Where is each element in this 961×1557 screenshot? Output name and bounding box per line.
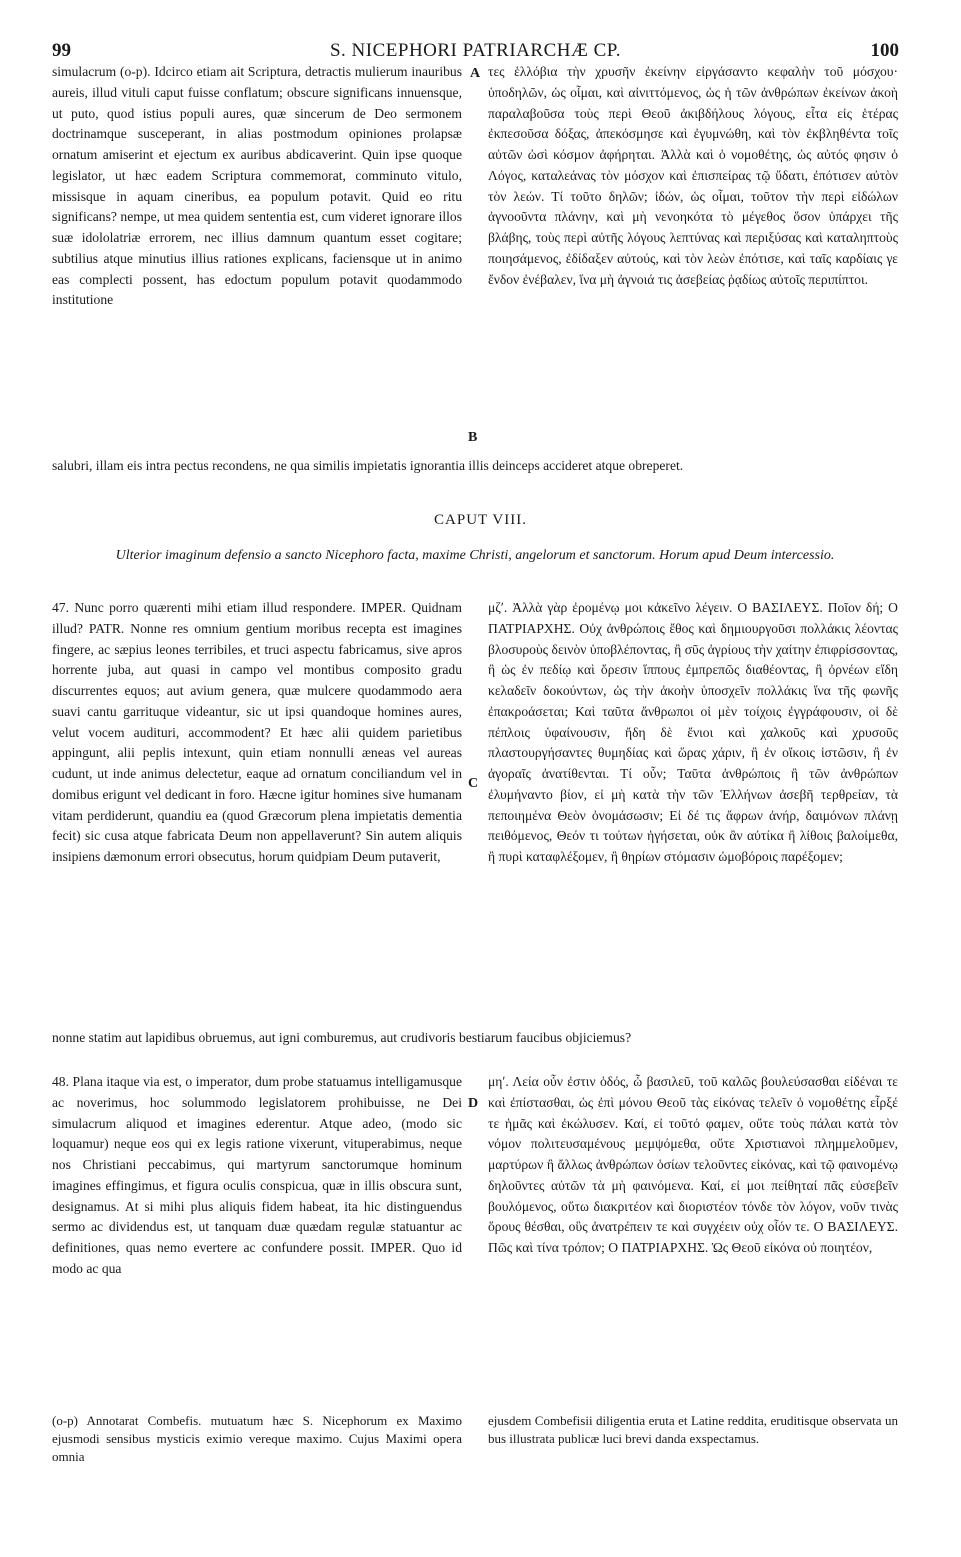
greek-paragraph-47: μζʹ. Ἀλλὰ γὰρ ἐρομένῳ μοι κἀκεῖνο λέγειν. Ο ΒΑΣΙΛΕΥΣ. Ποῖον δή; Ο ΠΑΤΡΙΑΡΧΗΣ. Οὐχ ἀνθρώποις ἔθος καὶ δημιουργοῦσι πολλάκις λέοντας βλοσυροὺς δεινὸν ὑποβλέποντας, ἢ σῦς ἀγρίους τὴν χαίτην ἐπιφρίσσοντας, ἢ ὡς ἐν πεδίῳ καὶ ὄρεσιν ἵππους ἐμπρεπῶς διαθέοντας, ἢ ὀρνέων εἴδη κελαδεῖν δοκούντων, ὡς τὴν ἀκοὴν ὑποσχεῖν πολλάκις ἵνα τῆς φωνῆς ἐπακροάσεται; Καὶ ταῦτα ἄνθρωποι οἱ μὲν τοίχοις ἐγγράφουσιν, οἱ δὲ πέπλοις ὑφαίνουσιν, ἤδη δὲ ἔνιοι καὶ χαλκοῦς καὶ χρυσοῦς πλαστουργήσαντες θυμηδίας καὶ ὥρας χάριν, ἢ ἐν οἴκοις ἱστῶσιν, ἢ ἐν ἀγοραῖς ἀνατίθενται. Τί οὖν; Ταῦτα ἀνθρώποις ἢ τῶν ἀνθρώπων ἐλυμήναντο βίον, εἰ μὴ κατὰ τὴν τῶν Ἑλλήνων ἀσεβῆ τερθρείαν, τὰ πεποιημένα Θεὸν ὀνομάσωσιν; Εἰ δέ τις ἄφρων ἀνήρ, δαιμόνων πλάνῃ πειθόμενος, Θεόν τι τούτων ἡγήσεται, οὐκ ἂν αὐτίκα ἢ λίθοις βαλοίμεθα, ἢ πυρὶ καταφλέξομεν, ἢ θηρίων στόμασιν ὠμοβόροις παρέξομεν;	[488, 600, 898, 864]
footnote-right-text: ejusdem Combefisii diligentia eruta et Latine reddita, eruditisque observata un bus illustrata publicæ luci brevi danda exspectamus.	[488, 1413, 898, 1446]
running-title: S. NICEPHORI PATRIARCHÆ CP.	[329, 40, 621, 61]
page-number-left: 99	[52, 40, 71, 61]
footnote-right	[488, 1412, 898, 1448]
latin-paragraph-48: 48. Plana itaque via est, o imperator, dum probe statuamus intelligamusque ac noverimus, hoc solummodo legislatorem prohibuisse, ne Dei simulacrum aliquod et imagines ederentur. Atque adeo, (modo sic loquamur) neque eos qui ex legis ratione vixerunt, vituperabimus, neque nos Christiani peccabimus, qui martyrum sanctorumque hominum imagines effingimus, et figura oculis conspicua, quæ in illis obscura sunt, designamus. At si mihi plus aliquis fidem habeat, ita hic distinguendus sermo ac dividendus est, ut tanquam duæ quædam regulæ statuantur ac definitiones, quas nemo evertere ac confundere possit. IMPER. Quo id modo ac qua	[52, 1074, 462, 1276]
chapter-heading: CAPUT VIII.	[434, 512, 527, 528]
latin-column-top	[52, 62, 462, 440]
greek-column-48	[488, 1072, 898, 1388]
page-number-right: 100	[870, 40, 899, 61]
chapter-argument: Ulterior imaginum defensio a sancto Nicephoro facta, maxime Christi, angelorum et sanctorum. Horum apud Deum intercessio.	[115, 548, 835, 563]
greek-column-top	[488, 62, 898, 440]
latin-paragraph: simulacrum (o-p). Idcirco etiam ait Scriptura, detractis mulierum inauribus aureis, illud vituli caput fuisse conflatum; obscure significans innuensque, ut puto, quod istius populi aures, quæ sincerum de Deo sermonem doctrinamque susceperant, in alias postmodum opiniones prolapsæ ornatum amiserint et ejectum ex auribus abdicaverint. Quin ipse quoque legislator, ut hæc eadem Scriptura commemorat, comminuto vitulo, missisque in aquam cineribus, ea populum potavit. Quid eo ritu significans? nempe, ut mea quidem sententia est, cum videret ignorare illos suæ idololatriæ errorem, nec illius damnum quantum esset cogitare; subtilius atque minutius illius rationes explicans, faciensque ut in animo eas complecti possent, has edoctum populum potavit quodammodo institutione	[52, 64, 462, 308]
margin-marker-a: A	[470, 66, 481, 81]
footnote-left-text: (o-p) Annotarat Combefis. mutuatum hæc S. Nicephorum ex Maximo ejusmodi sensibus mysticis eximio vereque maximo. Cujus Maximi opera omnia	[52, 1413, 462, 1464]
footnote-left	[52, 1412, 462, 1466]
greek-paragraph: τες ἑλλόβια τὴν χρυσῆν ἐκείνην εἰργάσαντο κεφαλὴν τοῦ μόσχου· ὑποδηλῶν, ὡς οἶμαι, καὶ αἰνιττόμενος, ὡς ἡ τῶν ἀνθρώπων ἐκείνων ἀκοὴ παραλαβοῦσα τοὺς περὶ Θεοῦ ἀκιβδήλους λόγους, εἶτα εἰς ἑτέρας ἐκπεσοῦσα δόξας, ἀπεκόσμησε καὶ ἐγυμνώθη, καὶ τὸν ἐκβληθέντα τοῖς αὐτῶν ὠσὶ κόσμον ἀφήρηται. Ἀλλὰ καὶ ὁ νομοθέτης, ὡς αὐτός φησιν ὁ Λόγος, καταλεάνας τὸν μόσχον καὶ ἐπισπείρας τῷ ὕδατι, ἐπότισεν αὐτὸν τὸν λεών. Τί τοῦτο δηλῶν; ἰδών, ὡς οἶμαι, τοῦτον τὴν περὶ εἰδώλων ἀγνοοῦντα πλάνην, καὶ μὴ νενοηκότα τὸ μέγεθος ὅσον ὑπάρχει τῆς βλάβης, τοὺς περὶ αὐτῆς λόγους λεπτύνας καὶ περιξύσας καὶ καταληπτοὺς ποιησάμενος, ἐδίδαξεν αὐτούς, καὶ τὸν λεὼν ἐπότισε, καὶ ταῖς καρδίαις γε ἔνδον ἐνέβαλεν, ἵνα μὴ ἀγνοιά τις ἀσεβείας ῥᾳδίως αὐτοῖς περιπίπτοι.	[488, 64, 898, 287]
latin-column-48	[52, 1072, 462, 1388]
greek-column-47	[488, 598, 898, 1038]
continuation-line-2: nonne statim aut lapidibus obruemus, aut igni comburemus, aut crudivoris bestiarum faucibus objiciemus?	[52, 1030, 632, 1045]
margin-marker-b: B	[468, 430, 478, 445]
margin-marker-d: D	[468, 1096, 479, 1111]
greek-paragraph-48: μηʹ. Λεία οὖν ἐστιν ὁδός, ὦ βασιλεῦ, τοῦ καλῶς βουλεύσασθαι εἰδέναι τε καὶ ἐπίστασθαι, ὡς ἐπὶ μόνου Θεοῦ τὰς εἰκόνας τελεῖν ὁ νομοθέτης εἷρξέ τε ἡμᾶς καὶ ἐκώλυσεν. Καί, εἰ τοῦτό φαμεν, οὔτε τοὺς πάλαι κατὰ τὸν νόμον πολιτευσαμένους μεμψόμεθα, οὔτε Χριστιανοὶ πλημμελοῦμεν, μαρτύρων ἢ ἄλλως ἀνθρώπων ὁσίων τελοῦντες εἰκόνας, καὶ τῷ φαινομένῳ δηλοῦντες αὐτῶν τὰ μὴ φαινόμενα. Καί, εἰ μοι πείθηταί πᾶς εὐσεβεῖν βουλόμενος, οὕτω διακριτέον καὶ διοριστέον τόνδε τὸν λόγον, νοῦν τινὰς ὅρους θέσθαι, οὓς ἀνατρέπειν τε καὶ συγχέειν οὐχ οἷόν τε. Ο ΒΑΣΙΛΕΥΣ. Πῶς καὶ τίνα τρόπον; Ο ΠΑΤΡΙΑΡΧΗΣ. Ὡς Θεοῦ εἰκόνα οὐ ποιητέον,	[488, 1074, 898, 1255]
latin-paragraph-47: 47. Nunc porro quærenti mihi etiam illud respondere. IMPER. Quidnam illud? PATR. Nonne res omnium gentium moribus recepta est imagines fingere, ac sæpius leones terribiles, et truci aspectu fabricamus, sive apros horrente juba, aut quasi in campo vel montibus composito gradu discurrentes equos; aut avium genera, quæ mulcere quodammodo aera suavi cantu garrituque videantur, sic ut ipsi quandoque homines aures, velut vocem audituri, accommodent? Et hæc alii quidem parietibus appingunt, alii peplis intexunt, quin etiam nonnulli æneas vel aureas cudunt, ut inde animus delectetur, eaque ad ornatum conciliandum vel in domibus erigunt vel dedicant in foro. Hæcne igitur homines sive humanam vitam perdiderunt, quandiu ea (quod Græcorum plena impietatis dementia fecit) sic cusa atque fabricata Deum non appellaverunt? Sin autem aliquis insipiens dæmonum errori obsecutus, horum quidpiam Deum putaverit,	[52, 600, 462, 864]
continuation-line: salubri, illam eis intra pectus recondens, ne qua similis impietatis ignorantia illis deinceps accideret atque obreperet.	[52, 458, 684, 473]
margin-marker-c: C	[468, 776, 479, 791]
latin-column-47	[52, 598, 462, 1038]
